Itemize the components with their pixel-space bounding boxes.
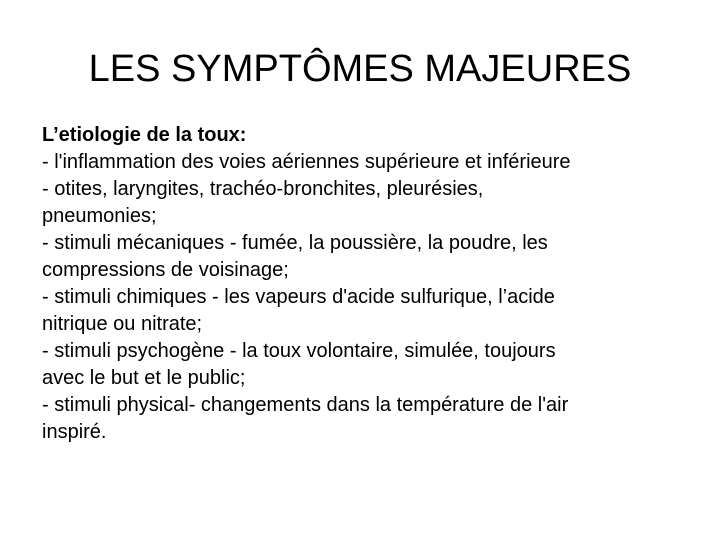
- etiology-list: [42, 149, 692, 446]
- list-item-line: pneumonies;: [42, 205, 157, 227]
- list-item: [42, 338, 692, 392]
- list-item-line: - l'inflammation des voies aériennes supérieure et inférieure: [42, 151, 571, 173]
- list-item-line: - stimuli physical- changements dans la température de l'air: [42, 394, 569, 416]
- list-item: [42, 230, 692, 284]
- list-item-line: - otites, laryngites, trachéo-bronchites, pleurésies,: [42, 178, 484, 200]
- slide-body: [42, 122, 692, 446]
- list-item-line: - stimuli psychogène - la toux volontaire, simulée, toujours: [42, 340, 556, 362]
- list-item: [42, 392, 692, 446]
- list-item-line: compressions de voisinage;: [42, 259, 289, 281]
- list-item-line: - stimuli chimiques - les vapeurs d'acide sulfurique, l’acide: [42, 286, 555, 308]
- list-item-line: - stimuli mécaniques - fumée, la poussière, la poudre, les: [42, 232, 548, 254]
- list-item: [42, 284, 692, 338]
- list-item-line: avec le but et le public;: [42, 367, 246, 389]
- list-item: [42, 149, 692, 230]
- list-item-line: nitrique ou nitrate;: [42, 313, 203, 335]
- section-heading: L’etiologie de la toux:: [42, 124, 247, 146]
- list-item-line: inspiré.: [42, 421, 107, 443]
- slide-title: LES SYMPTÔMES MAJEURES: [88, 48, 632, 90]
